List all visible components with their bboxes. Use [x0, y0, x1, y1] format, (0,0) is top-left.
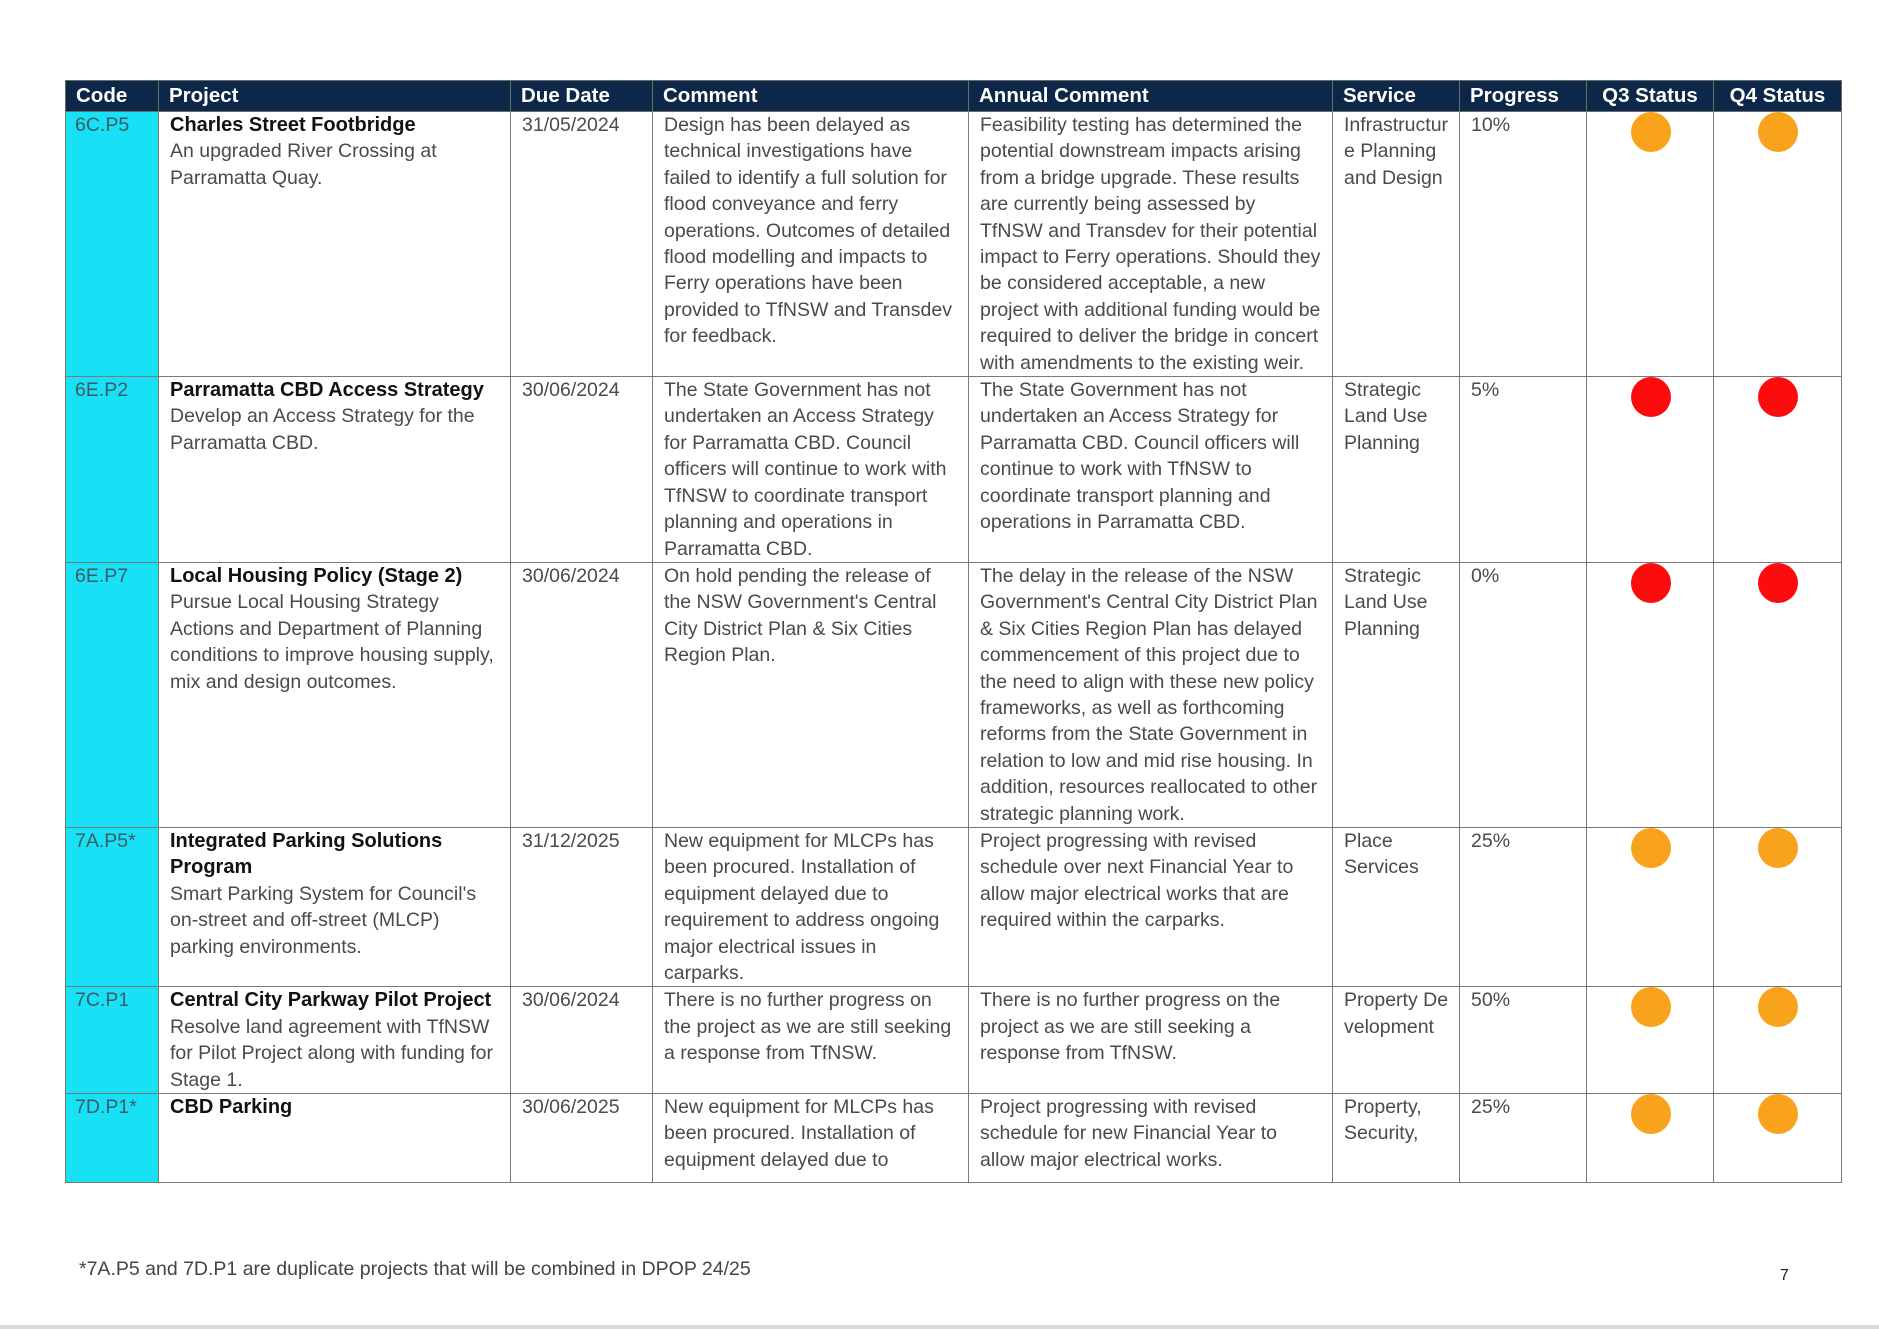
project-title: CBD Parking [170, 1096, 293, 1119]
status-dot [1758, 112, 1798, 152]
project-title: Charles Street Footbridge [170, 114, 416, 136]
page-bottom-divider [0, 1325, 1879, 1329]
status-dot [1758, 563, 1798, 603]
row-q3-status [1587, 827, 1714, 986]
row-project [159, 377, 511, 563]
row-service: Property, Security, [1333, 1094, 1460, 1183]
project-description: Resolve land agreement with TfNSW for Pilot Project along with funding for Stage 1. [170, 1015, 494, 1091]
row-comment: New equipment for MLCPs has been procured. Installation of equipment delayed due to [653, 1094, 969, 1183]
row-code: 7D.P1* [66, 1094, 159, 1183]
status-dot [1758, 1094, 1798, 1134]
project-description: Develop an Access Strategy for the Parramatta CBD. [170, 405, 475, 454]
row-q3-status [1587, 377, 1714, 563]
service-text: Property Development [1344, 989, 1449, 1038]
row-service [1333, 987, 1460, 1094]
row-annual-comment: Project progressing with revised schedule for new Financial Year to allow major electrical works. [969, 1094, 1333, 1183]
status-dot [1631, 828, 1671, 868]
header-annual-comment: Annual Comment [969, 81, 1333, 112]
status-dot [1631, 377, 1671, 417]
row-annual-comment: Project progressing with revised schedule over next Financial Year to allow major electrical works that are required within the carparks. [969, 827, 1333, 986]
table-header-row [66, 81, 1842, 112]
row-code: 6C.P5 [66, 112, 159, 377]
row-annual-comment: The delay in the release of the NSW Government's Central City District Plan & Six Cities Region Plan has delayed commencement of this project due to the need to align with these new policy frameworks, as well as forthcoming reforms from the State Government in relation to low and mid rise housing. In addition, resources reallocated to other strategic planning work. [969, 562, 1333, 827]
status-dot [1631, 987, 1671, 1027]
project-status-table [65, 80, 1842, 1183]
project-description: Pursue Local Housing Strategy Actions and Department of Planning conditions to improve housing supply, mix and design outcomes. [170, 591, 494, 693]
status-dot [1758, 987, 1798, 1027]
table-row [66, 562, 1842, 827]
header-q3-status: Q3 Status [1587, 81, 1714, 112]
row-code: 6E.P2 [66, 377, 159, 563]
row-q4-status [1714, 987, 1842, 1094]
row-due-date: 30/06/2024 [511, 987, 653, 1094]
header-code: Code [66, 81, 159, 112]
header-service: Service [1333, 81, 1460, 112]
project-description: Smart Parking System for Council's on-street and off-street (MLCP) parking environments. [170, 882, 477, 958]
row-code: 7A.P5* [66, 827, 159, 986]
row-due-date: 30/06/2025 [511, 1094, 653, 1183]
header-due-date: Due Date [511, 81, 653, 112]
row-annual-comment: Feasibility testing has determined the potential downstream impacts arising from a bridge upgrade. These results are currently being assessed by TfNSW and Transdev for their potential impact to Ferry operations. Should they be considered acceptable, a new project with additional funding would be required to deliver the bridge in concert with amendments to the existing weir. [969, 112, 1333, 377]
row-q3-status [1587, 562, 1714, 827]
row-progress: 0% [1460, 562, 1587, 827]
table-row [66, 377, 1842, 563]
row-due-date: 30/06/2024 [511, 377, 653, 563]
row-comment: The State Government has not undertaken an Access Strategy for Parramatta CBD. Council officers will continue to work with TfNSW to coordinate transport planning and operations in Parramatta CBD. [653, 377, 969, 563]
table-row [66, 1094, 1842, 1183]
row-due-date: 30/06/2024 [511, 562, 653, 827]
status-dot [1758, 828, 1798, 868]
row-due-date: 31/12/2025 [511, 827, 653, 986]
project-title: Local Housing Policy (Stage 2) [170, 564, 463, 587]
row-progress: 10% [1460, 112, 1587, 377]
project-title: Central City Parkway Pilot Project [170, 989, 492, 1012]
row-q3-status [1587, 112, 1714, 377]
status-dot [1758, 377, 1798, 417]
row-progress: 50% [1460, 987, 1587, 1094]
row-q3-status [1587, 987, 1714, 1094]
row-q4-status [1714, 562, 1842, 827]
footnote: *7A.P5 and 7D.P1 are duplicate projects that will be combined in DPOP 24/25 [79, 1258, 751, 1280]
row-due-date: 31/05/2024 [511, 112, 653, 377]
row-progress: 25% [1460, 827, 1587, 986]
row-comment: On hold pending the release of the NSW Government's Central City District Plan & Six Cities Region Plan. [653, 562, 969, 827]
row-project [159, 112, 511, 377]
status-dot [1631, 112, 1671, 152]
status-dot [1631, 563, 1671, 603]
project-description: An upgraded River Crossing at Parramatta Quay. [170, 140, 437, 189]
header-comment: Comment [653, 81, 969, 112]
row-project [159, 827, 511, 986]
row-project [159, 562, 511, 827]
row-annual-comment: There is no further progress on the project as we are still seeking a response from TfNSW. [969, 987, 1333, 1094]
status-dot [1631, 1094, 1671, 1134]
table-row [66, 987, 1842, 1094]
table-row [66, 827, 1842, 986]
row-q3-status [1587, 1094, 1714, 1183]
service-text: Infrastructure Planning and Design [1344, 114, 1449, 189]
project-title: Integrated Parking Solutions Program [170, 829, 443, 879]
table-row [66, 112, 1842, 377]
row-comment: New equipment for MLCPs has been procured. Installation of equipment delayed due to requirement to address ongoing major electrical issues in carparks. [653, 827, 969, 986]
page-number: 7 [1780, 1267, 1789, 1284]
row-comment: Design has been delayed as technical investigations have failed to identify a full solution for flood conveyance and ferry operations. Outcomes of detailed flood modelling and impacts to Ferry operations have been provided to TfNSW and Transdev for feedback. [653, 112, 969, 377]
row-q4-status [1714, 112, 1842, 377]
row-code: 7C.P1 [66, 987, 159, 1094]
row-service [1333, 112, 1460, 377]
header-q4-status: Q4 Status [1714, 81, 1842, 112]
row-q4-status [1714, 1094, 1842, 1183]
row-project [159, 987, 511, 1094]
project-title: Parramatta CBD Access Strategy [170, 379, 484, 402]
header-progress: Progress [1460, 81, 1587, 112]
row-progress: 5% [1460, 377, 1587, 563]
row-q4-status [1714, 377, 1842, 563]
row-q4-status [1714, 827, 1842, 986]
header-project: Project [159, 81, 511, 112]
row-code: 6E.P7 [66, 562, 159, 827]
row-service: Strategic Land Use Planning [1333, 377, 1460, 563]
row-service: Strategic Land Use Planning [1333, 562, 1460, 827]
row-project [159, 1094, 511, 1183]
row-progress: 25% [1460, 1094, 1587, 1183]
row-service: Place Services [1333, 827, 1460, 986]
row-comment: There is no further progress on the project as we are still seeking a response from TfNSW. [653, 987, 969, 1094]
row-annual-comment: The State Government has not undertaken an Access Strategy for Parramatta CBD. Council officers will continue to work with TfNSW to coordinate transport planning and operations in Parramatta CBD. [969, 377, 1333, 563]
